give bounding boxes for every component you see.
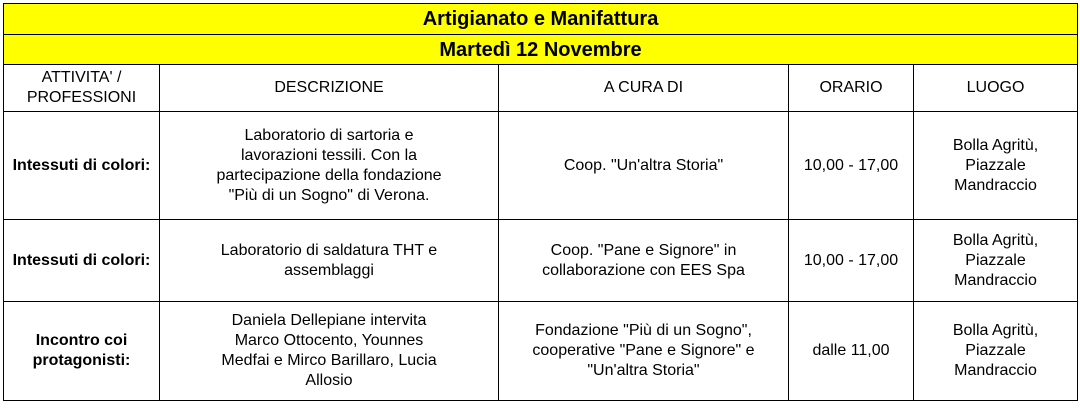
header-attivita-line: ATTIVITA' / xyxy=(41,69,122,86)
header-attivita xyxy=(4,65,160,112)
cell-line: Intessuti di colori: xyxy=(12,251,151,269)
header-row xyxy=(4,65,1078,112)
table-row xyxy=(4,112,1078,220)
cell-line: Mandraccio xyxy=(954,271,1037,289)
header-descrizione: DESCRIZIONE xyxy=(160,65,499,112)
cell-orario: 10,00 - 17,00 xyxy=(789,220,914,302)
cell-descrizione xyxy=(160,302,499,401)
cell-line: "Più di un Sogno" di Verona. xyxy=(228,186,430,204)
header-luogo: LUOGO xyxy=(914,65,1078,112)
cell-line: Incontro coi xyxy=(35,332,128,349)
cell-line: Mandraccio xyxy=(954,362,1037,379)
cell-descrizione xyxy=(160,220,499,302)
cell-line: Intessuti di colori: xyxy=(12,156,151,174)
cell-line: Bolla Agritù, xyxy=(952,136,1039,154)
header-a-cura-di: A CURA DI xyxy=(499,65,789,112)
table-row xyxy=(4,220,1078,302)
event-date: Martedì 12 Novembre xyxy=(4,35,1078,65)
cell-descrizione xyxy=(160,112,499,220)
cell-line: Piazzale xyxy=(965,342,1026,359)
header-attivita-line: PROFESSIONI xyxy=(26,89,137,106)
cell-line: lavorazioni tessili. Con la xyxy=(240,146,418,164)
table-title: Artigianato e Manifattura xyxy=(4,4,1078,35)
cell-attivita xyxy=(4,220,160,302)
cell-line: Medfai e Mirco Barillaro, Lucia xyxy=(221,352,437,369)
cell-line: Piazzale xyxy=(965,251,1026,269)
cell-line: cooperative "Pane e Signore" e xyxy=(532,342,755,359)
cell-orario: 10,00 - 17,00 xyxy=(789,112,914,220)
cell-line: Mandraccio xyxy=(954,176,1037,194)
cell-line: protagonisti: xyxy=(32,352,131,369)
cell-line: Fondazione "Più di un Sogno", xyxy=(535,322,752,339)
cell-line: collaborazione con EES Spa xyxy=(542,261,745,279)
cell-line: Laboratorio di saldatura THT e xyxy=(220,241,438,259)
cell-luogo xyxy=(914,220,1078,302)
cell-line: Daniela Dellepiane intervita xyxy=(231,312,427,329)
cell-attivita xyxy=(4,302,160,401)
cell-line: partecipazione della fondazione xyxy=(216,166,442,184)
cell-a-cura-di xyxy=(499,220,789,302)
cell-luogo xyxy=(914,302,1078,401)
cell-line: Allosio xyxy=(305,372,353,389)
cell-a-cura-di xyxy=(499,302,789,401)
header-orario: ORARIO xyxy=(789,65,914,112)
cell-orario: dalle 11,00 xyxy=(789,302,914,401)
table-row xyxy=(4,302,1078,401)
cell-line: Coop. "Pane e Signore" in xyxy=(550,241,737,259)
cell-luogo xyxy=(914,112,1078,220)
cell-line: Laboratorio di sartoria e xyxy=(244,126,414,144)
cell-line: assemblaggi xyxy=(284,261,374,279)
cell-line: "Un'altra Storia" xyxy=(587,362,700,379)
cell-line: Marco Ottocento, Younnes xyxy=(234,332,424,349)
cell-line: Bolla Agritù, xyxy=(952,322,1039,339)
cell-line: Piazzale xyxy=(965,156,1026,174)
cell-line: Coop. "Un'altra Storia" xyxy=(563,156,724,174)
cell-a-cura-di xyxy=(499,112,789,220)
events-table xyxy=(3,3,1078,401)
cell-attivita xyxy=(4,112,160,220)
cell-line: Bolla Agritù, xyxy=(952,231,1039,249)
